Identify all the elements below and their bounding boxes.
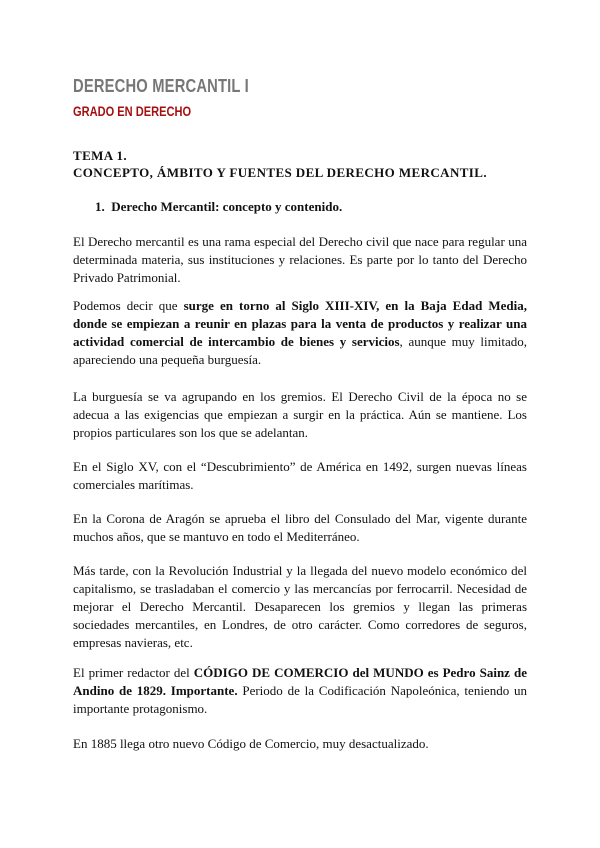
- section-title: Derecho Mercantil: concepto y contenido.: [111, 199, 343, 214]
- paragraph: [73, 458, 527, 494]
- text-run: , aunque muy limitado, apareciendo una pequeña burguesía.: [73, 334, 528, 367]
- paragraph: [73, 735, 527, 753]
- topic-title: CONCEPTO, ÁMBITO Y FUENTES DEL DERECHO MERCANTIL.: [73, 165, 487, 180]
- document-subtitle: GRADO EN DERECHO: [73, 104, 192, 119]
- paragraph: [73, 510, 527, 546]
- paragraph: [73, 297, 527, 369]
- topic-heading: [73, 147, 527, 181]
- text-run: En 1885 llega otro nuevo Código de Comercio, muy desactualizado.: [73, 736, 429, 751]
- paragraph: [73, 388, 527, 442]
- text-run: En el Siglo XV, con el “Descubrimiento” de América en 1492, surgen nuevas líneas comerciales marítimas.: [73, 459, 527, 492]
- text-run: El primer redactor del: [73, 665, 194, 680]
- bold-text: surge en torno al Siglo XIII-XIV, en la Baja Edad Media, donde se empiezan a reunir en plazas para la venta de productos y realizar una actividad comercial de intercambio de bienes y servicios: [73, 298, 527, 349]
- text-run: Periodo de la Codificación Napoleónica, teniendo un importante protagonismo.: [73, 683, 527, 716]
- document-title: DERECHO MERCANTIL I: [73, 76, 249, 96]
- text-run: El Derecho mercantil es una rama especial del Derecho civil que nace para regular una determinada materia, sus instituciones y relaciones. Es parte por lo tanto del Derecho Privado Patrimonial.: [73, 234, 527, 285]
- section-heading: [95, 199, 515, 215]
- bold-text: CÓDIGO DE COMERCIO del MUNDO es Pedro Sainz de Andino de 1829. Importante.: [73, 665, 527, 698]
- section-number: 1.: [95, 199, 105, 214]
- text-run: La burguesía se va agrupando en los gremios. El Derecho Civil de la época no se adecua a las exigencias que empiezan a surgir en la práctica. Aún se mantiene. Los propios particulares son los que se adelantan.: [73, 389, 527, 440]
- paragraph: [73, 664, 527, 718]
- text-run: En la Corona de Aragón se aprueba el libro del Consulado del Mar, vigente durante muchos años, que se mantuvo en todo el Mediterráneo.: [73, 511, 527, 544]
- text-run: Más tarde, con la Revolución Industrial y la llegada del nuevo modelo económico del capitalismo, se trasladaban el comercio y las mercancías por ferrocarril. Necesidad de mejorar el Derecho Mercantil. Desaparecen los gremios y llegan las primeras sociedades mercantiles, en Londres, de otro carácter. Como corredores de seguros, empresas navieras, etc.: [73, 563, 527, 650]
- paragraph: [73, 562, 527, 652]
- paragraph: [73, 233, 527, 287]
- topic-label: TEMA 1.: [73, 148, 128, 163]
- text-run: Podemos decir que: [73, 298, 184, 313]
